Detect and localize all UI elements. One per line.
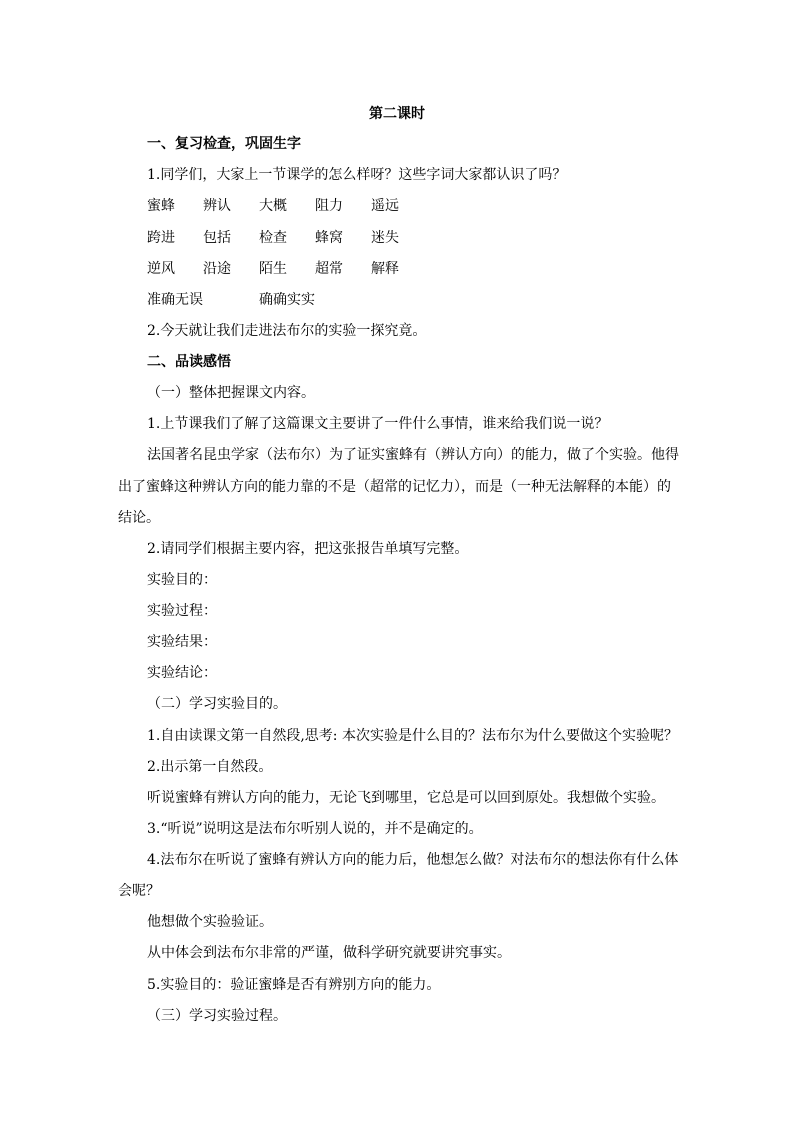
vocab-word: 遥远 xyxy=(371,198,399,214)
vocab-word: 沿途 xyxy=(203,261,231,277)
subsection-2-question-3: 3.“听说”说明这是法布尔听别人说的，并不是确定的。 xyxy=(147,821,483,837)
vocab-word: 蜂窝 xyxy=(315,230,343,246)
vocab-word: 阻力 xyxy=(315,198,343,214)
summary-paragraph-line: 结论。 xyxy=(118,510,160,526)
vocab-word: 确确实实 xyxy=(259,292,315,308)
section1-question-2: 2.今天就让我们走进法布尔的实验一探究竟。 xyxy=(147,323,427,339)
vocab-word: 检查 xyxy=(259,230,287,246)
subsection-2-question-4-line: 会呢？ xyxy=(118,883,160,899)
report-field-purpose: 实验目的： xyxy=(147,572,217,588)
answer-line: 他想做个实验验证。 xyxy=(147,914,273,930)
section2-heading: 二、品读感悟 xyxy=(147,354,231,370)
vocab-word: 解释 xyxy=(371,261,399,277)
report-field-result: 实验结果： xyxy=(147,634,217,650)
report-field-conclusion: 实验结论： xyxy=(147,665,217,681)
section1-question-1: 1.同学们，大家上一节课学的怎么样呀？这些字词大家都认识了吗？ xyxy=(147,167,567,183)
section1-heading: 一、复习检查，巩固生字 xyxy=(147,136,301,152)
subsection-2-question-1: 1.自由读课文第一自然段,思考: 本次实验是什么目的？法布尔为什么要做这个实验呢？ xyxy=(147,728,678,744)
subsection-1-question-1: 1.上节课我们了解了这篇课文主要讲了一件什么事情，谁来给我们说一说？ xyxy=(147,416,609,432)
vocab-word: 大概 xyxy=(259,198,287,214)
vocab-word: 包括 xyxy=(203,230,231,246)
summary-paragraph-line: 出了蜜蜂这种辨认方向的能力靠的不是（超常的记忆力），而是（一种无法解释的本能）的 xyxy=(118,479,671,495)
vocab-word: 辨认 xyxy=(203,198,231,214)
vocab-word: 蜜蜂 xyxy=(147,198,175,214)
subsection-2-question-4-line: 4.法布尔在听说了蜜蜂有辨认方向的能力后，他想怎么做？对法布尔的想法你有什么体 xyxy=(147,852,679,868)
vocab-word: 逆风 xyxy=(147,261,175,277)
subsection-1-question-2: 2.请同学们根据主要内容，把这张报告单填写完整。 xyxy=(147,541,469,557)
vocab-word: 陌生 xyxy=(259,261,287,277)
subsection-2-question-2: 2.出示第一自然段。 xyxy=(147,759,273,775)
summary-paragraph-line: 法国著名昆虫学家（法布尔）为了证实蜜蜂有（辨认方向）的能力，做了个实验。他得 xyxy=(147,447,679,463)
subsection-2-heading: （二）学习实验目的。 xyxy=(147,696,287,712)
subsection-3-heading: （三）学习实验过程。 xyxy=(147,1008,287,1024)
vocab-word: 准确无误 xyxy=(147,292,203,308)
quoted-paragraph: 听说蜜蜂有辨认方向的能力，无论飞到哪里，它总是可以回到原处。我想做个实验。 xyxy=(147,790,665,806)
vocab-word: 跨进 xyxy=(147,230,175,246)
answer-line: 从中体会到法布尔非常的严谨，做科学研究就要讲究事实。 xyxy=(147,945,511,961)
subsection-2-question-5: 5.实验目的：验证蜜蜂是否有辨别方向的能力。 xyxy=(147,977,441,993)
vocab-word: 迷失 xyxy=(371,230,399,246)
page-title: 第二课时 xyxy=(369,106,425,122)
report-field-process: 实验过程： xyxy=(147,603,217,619)
subsection-1-heading: （一）整体把握课文内容。 xyxy=(147,385,315,401)
vocab-word: 超常 xyxy=(315,261,343,277)
